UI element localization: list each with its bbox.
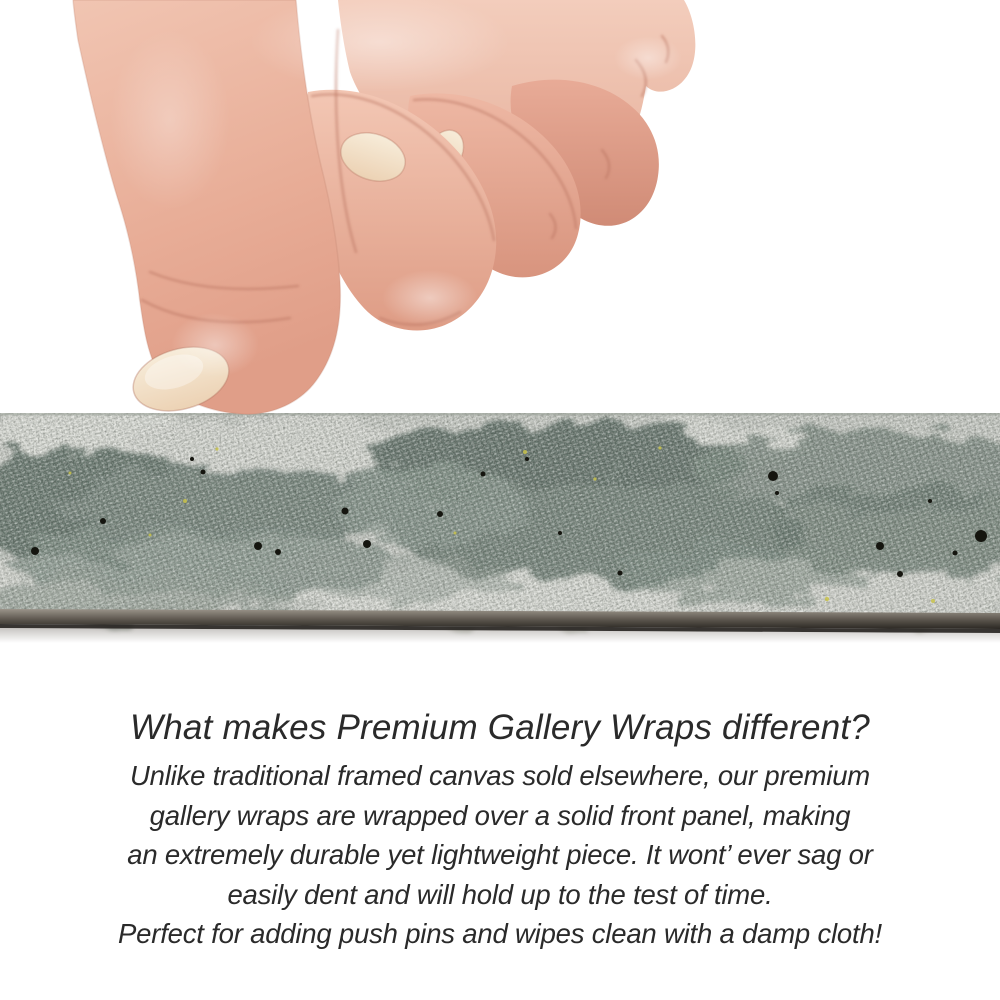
canvas-texture-graphic	[0, 413, 1000, 643]
info-text-block	[0, 706, 1000, 954]
body-line-1: Unlike traditional framed canvas sold elsewhere, our premium	[129, 760, 870, 791]
body-line-3: an extremely durable yet lightweight piece. It wont’ ever sag or	[127, 839, 873, 870]
canvas-edge-strip	[0, 413, 1000, 643]
body-line-5: Perfect for adding push pins and wipes clean with a damp cloth!	[118, 918, 882, 949]
canvas-light-grain	[0, 413, 1000, 615]
headline: What makes Premium Gallery Wraps different?	[130, 708, 870, 747]
body-line-4: easily dent and will hold up to the test of time.	[227, 878, 773, 910]
body-line-2: gallery wraps are wrapped over a solid front panel, making	[149, 799, 851, 831]
hand-photo	[50, 0, 710, 435]
